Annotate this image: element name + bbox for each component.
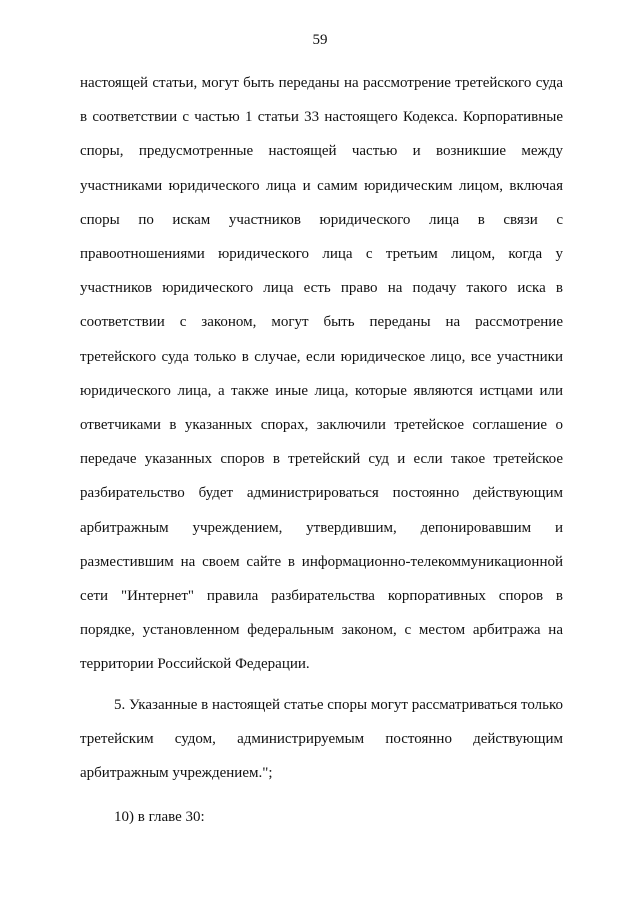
paragraph-item-10: 10) в главе 30:: [114, 809, 205, 826]
paragraph-continuation: настоящей статьи, могут быть переданы на рассмотрение третейского суда в соответствии с частью 1 статьи 33 настоящего Кодекса. Корпоративные споры, предусмотренные настоящей частью и возникшие между участниками юридического лица и самим юридическим лицом, включая споры по искам участников юридического лица в связи с правоотношениями юридического лица с третьим лицом, когда у участников юридического лица есть право на подачу такого иска в соответствии с законом, могут быть переданы на рассмотрение третейского суда только в случае, если юридическое лицо, все участники юридического лица, а также иные лица, которые являются истцами или ответчиками в указанных спорах, заключили третейское соглашение о передаче указанных споров в третейский суд и если такое третейское разбирательство будет администрироваться постоянно действующим арбитражным учреждением, утвердившим, депонировавшим и разместившим на своем сайте в информационно-телекоммуникационной сети "Интернет" правила разбирательства корпоративных споров в порядке, установленном федеральным законом, с местом арбитража на территории Российской Федерации.: [80, 75, 563, 673]
paragraph-item-5: 5. Указанные в настоящей статье споры могут рассматриваться только третейским судом, администрируемым постоянно действующим арбитражным учреждением.";: [80, 696, 563, 782]
page-number: 59: [312, 32, 328, 48]
document-body: [80, 66, 563, 834]
